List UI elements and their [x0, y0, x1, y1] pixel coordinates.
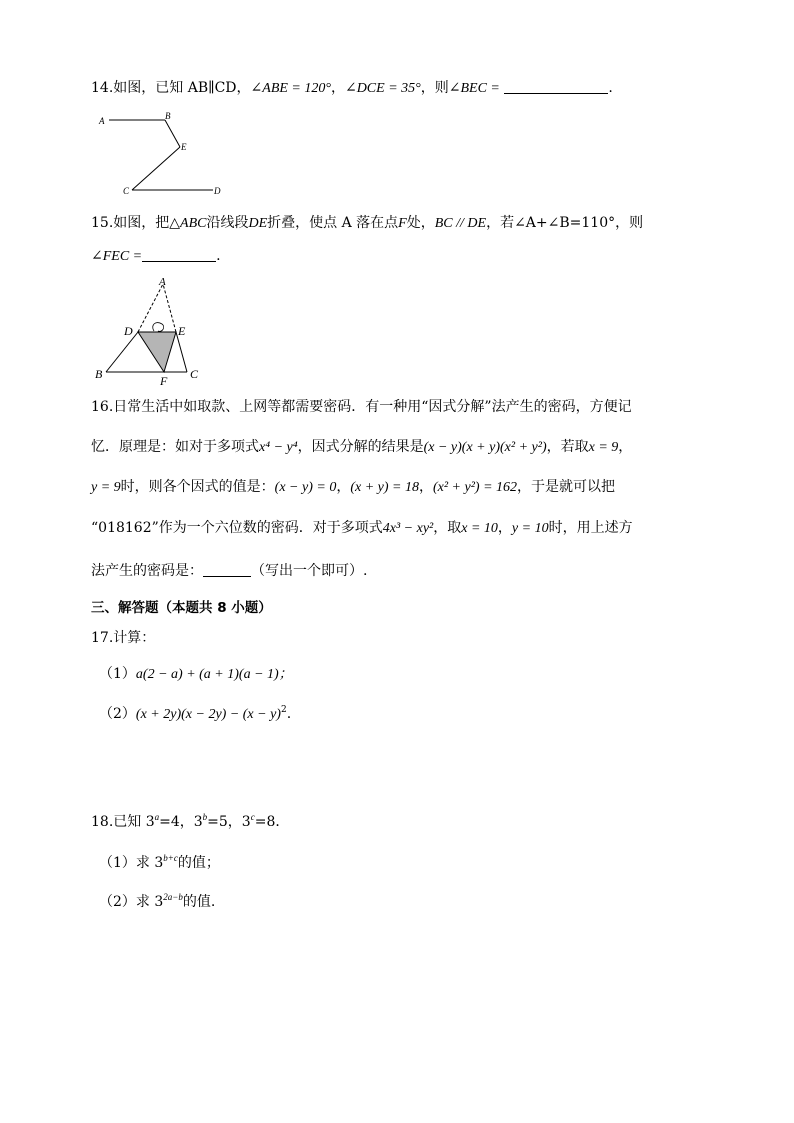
q14-line-ec: [132, 147, 180, 190]
q15-label-e: E: [178, 324, 186, 338]
q14-label-c: C: [123, 186, 130, 196]
q18-part1: [99, 853, 734, 873]
q16-v1: (x − y) = 0: [274, 480, 337, 495]
q15-dashed-ea: [163, 284, 176, 332]
q15-ask: ∠FEC =: [91, 249, 143, 264]
q16-l2a: 忆．原理是：如对于多项式: [91, 439, 259, 455]
q18-t-d: =8．: [254, 814, 290, 830]
q16-factorization: (x − y)(x + y)(x² + y²): [423, 440, 547, 455]
q15-de: DE: [248, 216, 268, 231]
q15-text-line2: [91, 246, 734, 267]
q18-p1-exp: b+c: [163, 853, 178, 863]
q14-angle-dce: ∠DCE = 35°: [344, 81, 421, 96]
q18-p2-end: 的值.: [182, 894, 216, 910]
q15-folded-triangle: [138, 332, 176, 372]
section3-title: 三、解答题（本题共 8 小题）: [91, 600, 272, 616]
q18-e2: b: [202, 812, 208, 822]
q16-l4a: “018162”作为一个六位数的密码．对于多项式: [91, 520, 383, 536]
q17-p2-end: .: [286, 706, 292, 722]
q15-figure: [92, 275, 212, 387]
q15-label-f: F: [160, 374, 168, 387]
q15-answer-blank: [142, 247, 216, 262]
q15-label-d: D: [124, 324, 133, 338]
q16-l5b: （写出一个即可）.: [251, 563, 368, 579]
q14-prefix: 如图，已知 AB∥CD，: [113, 80, 251, 96]
q18-e3: c: [250, 812, 255, 822]
q16-y10: y = 10: [511, 521, 549, 536]
q16-l4d: 时，用上述方: [548, 520, 633, 536]
q14-end: .: [608, 80, 613, 96]
q15-t2: 沿线段: [206, 215, 249, 231]
q14-answer-blank: [504, 79, 608, 94]
q14-label-a: A: [99, 116, 105, 126]
q16-l3a: 时，则各个因式的值是：: [120, 479, 275, 495]
q16-poly: x⁴ − y⁴: [259, 440, 298, 455]
q14-figure: [95, 105, 235, 200]
q15-number: 15.: [91, 215, 114, 231]
q15-end: .: [216, 248, 221, 264]
q15-line-ec: [176, 332, 187, 372]
q15-f: F: [398, 216, 407, 231]
q16-l1: 日常生活中如取款、上网等都需要密码．有一种用“因式分解”法产生的密码，方便记: [113, 399, 632, 415]
q14-label-b: B: [165, 111, 171, 121]
q15-fold-arrow: [153, 323, 164, 332]
q15-label-a: A: [159, 276, 166, 288]
q16-l2c: ，若取: [546, 439, 589, 455]
q16-l2b: ，因式分解的结果是: [297, 439, 424, 455]
q16-line3: [91, 477, 734, 498]
q16-line5: [91, 561, 734, 581]
q17-part2: [99, 704, 734, 725]
q17-title: 17.计算：: [91, 630, 156, 646]
q16-v3: (x² + y²) = 162: [432, 480, 518, 495]
q15-t5: ，若∠A+∠B=110°，则: [486, 215, 644, 231]
q18-p1-label: （1）求 3: [99, 855, 164, 871]
q18-p2-label: （2）求 3: [99, 894, 164, 910]
q14-mid: ，则: [420, 80, 449, 96]
q14-text: [91, 78, 734, 99]
q15-line-bd: [106, 332, 138, 372]
q16-l2d: ，: [618, 439, 633, 455]
q17-p2-sup: 2: [280, 705, 287, 715]
q17-p1-expr: a(2 − a) + (a + 1)(a − 1)；: [135, 667, 293, 682]
q16-l4c: ，: [497, 520, 512, 536]
q16-answer-blank: [203, 562, 251, 577]
q15-label-b: B: [95, 367, 103, 381]
q17-part1: [99, 664, 734, 685]
q15-t1: 如图，把: [113, 215, 170, 231]
q17-p2-expr: (x + 2y)(x − 2y) − (x − y): [135, 707, 281, 722]
q18-p1-end: 的值；: [177, 855, 220, 871]
q15-t3: 折叠，使点 A 落在点: [267, 215, 399, 231]
q16-line4: [91, 518, 734, 539]
q18-t-a: 18.已知 3: [91, 814, 155, 830]
q14-line-be: [165, 120, 180, 147]
q16-x9: x = 9: [588, 440, 619, 455]
q16-number: 16.: [91, 399, 114, 415]
q14-sep: ，: [330, 80, 345, 96]
q16-line2: [91, 437, 734, 458]
q18-t-b: =4，3: [159, 814, 203, 830]
q16-poly2: 4x³ − xy²: [382, 521, 434, 536]
q15-text-line1: [91, 213, 734, 234]
q18-t-c: =5，3: [207, 814, 251, 830]
q14-label-e: E: [181, 142, 187, 152]
q16-l3c: ，: [418, 479, 433, 495]
q14-label-d: D: [214, 186, 221, 196]
q14-ask: ∠BEC =: [448, 81, 500, 96]
q15-label-c: C: [190, 367, 199, 381]
q17-p2-label: （2）: [99, 706, 136, 722]
q15-t4: 处，: [406, 215, 435, 231]
q14-angle-abe: ∠ABE = 120°: [250, 81, 331, 96]
q16-l5a: 法产生的密码是：: [91, 563, 203, 579]
q16-x10: x = 10: [461, 521, 498, 536]
q15-triangle: △ABC: [169, 216, 207, 231]
q16-y9: y = 9: [91, 480, 121, 495]
q18-p2-exp: 2a−b: [163, 892, 183, 902]
q16-line1: [91, 397, 734, 417]
q17-p1-label: （1）: [99, 666, 136, 682]
q16-l3d: ，于是就可以把: [517, 479, 616, 495]
q16-l3b: ，: [336, 479, 351, 495]
q14-number: 14.: [91, 80, 114, 96]
q18-title: [91, 812, 734, 832]
q15-dashed-da: [138, 284, 163, 332]
q15-parallel: BC // DE: [434, 216, 487, 231]
q16-v2: (x + y) = 18: [350, 480, 419, 495]
q18-part2: [99, 892, 734, 912]
q18-e1: a: [154, 812, 160, 822]
q16-l4b: ，取: [433, 520, 462, 536]
